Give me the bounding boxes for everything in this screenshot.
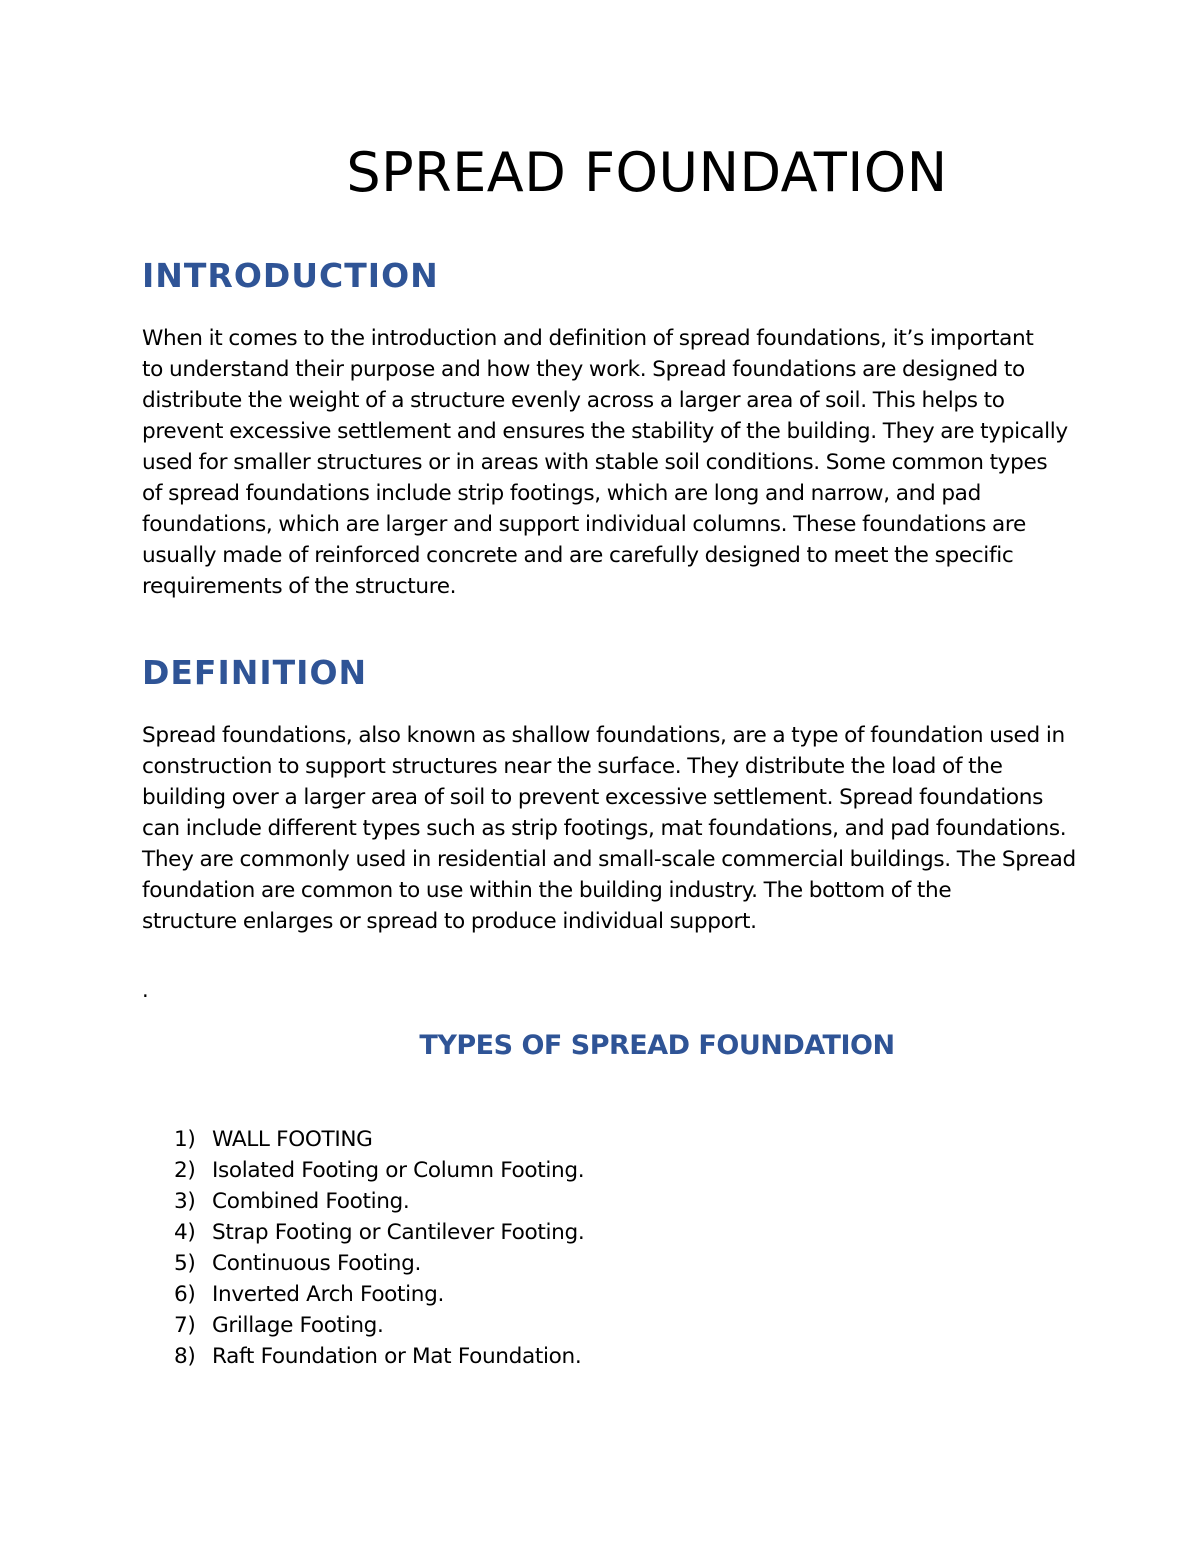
list-item-text: WALL FOOTING (212, 1127, 373, 1152)
paragraph-line: foundations, which are larger and support individual columns. These foundations are (142, 512, 1026, 537)
definition-paragraph (142, 720, 1076, 937)
introduction-paragraph (142, 323, 1072, 602)
paragraph-line: used for smaller structures or in areas with stable soil conditions. Some common types (142, 450, 1048, 475)
list-item-number: 1) (174, 1127, 196, 1152)
paragraph-line: They are commonly used in residential and small-scale commercial buildings. The Spread (142, 847, 1076, 872)
list-item-text: Raft Foundation or Mat Foundation. (212, 1344, 582, 1369)
list-item-number: 2) (174, 1158, 196, 1183)
types-list (174, 1124, 584, 1372)
list-item-number: 4) (174, 1220, 196, 1245)
types-heading: TYPES OF SPREAD FOUNDATION (419, 1030, 895, 1061)
list-item-number: 6) (174, 1282, 196, 1307)
paragraph-line: construction to support structures near the surface. They distribute the load of the (142, 754, 1003, 779)
list-item-number: 5) (174, 1251, 196, 1276)
list-item-text: Continuous Footing. (212, 1251, 421, 1276)
paragraph-line: foundation are common to use within the building industry. The bottom of the (142, 878, 952, 903)
list-item (174, 1155, 584, 1186)
list-item-text: Inverted Arch Footing. (212, 1282, 445, 1307)
list-item (174, 1248, 584, 1279)
list-item-number: 3) (174, 1189, 196, 1214)
introduction-heading: INTRODUCTION (142, 256, 439, 295)
list-item (174, 1279, 584, 1310)
paragraph-line: Spread foundations, also known as shallow foundations, are a type of foundation used in (142, 723, 1065, 748)
paragraph-line: structure enlarges or spread to produce individual support. (142, 909, 757, 934)
paragraph-line: can include different types such as strip footings, mat foundations, and pad foundations. (142, 816, 1067, 841)
paragraph-line: When it comes to the introduction and definition of spread foundations, it’s important (142, 326, 1034, 351)
list-item (174, 1186, 584, 1217)
list-item (174, 1310, 584, 1341)
list-item-text: Grillage Footing. (212, 1313, 384, 1338)
list-item-number: 8) (174, 1344, 196, 1369)
list-item-text: Strap Footing or Cantilever Footing. (212, 1220, 585, 1245)
paragraph-line: requirements of the structure. (142, 574, 457, 599)
definition-heading: DEFINITION (142, 653, 368, 692)
paragraph-line: building over a larger area of soil to prevent excessive settlement. Spread foundations (142, 785, 1044, 810)
list-item (174, 1217, 584, 1248)
list-item-text: Isolated Footing or Column Footing. (212, 1158, 585, 1183)
document-title: SPREAD FOUNDATION (346, 141, 948, 204)
list-item (174, 1341, 584, 1372)
paragraph-line: to understand their purpose and how they work. Spread foundations are designed to (142, 357, 1025, 382)
stray-dot: . (142, 978, 149, 1002)
list-item (174, 1124, 584, 1155)
paragraph-line: distribute the weight of a structure evenly across a larger area of soil. This helps to (142, 388, 1005, 413)
list-item-text: Combined Footing. (212, 1189, 410, 1214)
paragraph-line: of spread foundations include strip footings, which are long and narrow, and pad (142, 481, 981, 506)
paragraph-line: usually made of reinforced concrete and are carefully designed to meet the specific (142, 543, 1014, 568)
list-item-number: 7) (174, 1313, 196, 1338)
paragraph-line: prevent excessive settlement and ensures the stability of the building. They are typically (142, 419, 1068, 444)
